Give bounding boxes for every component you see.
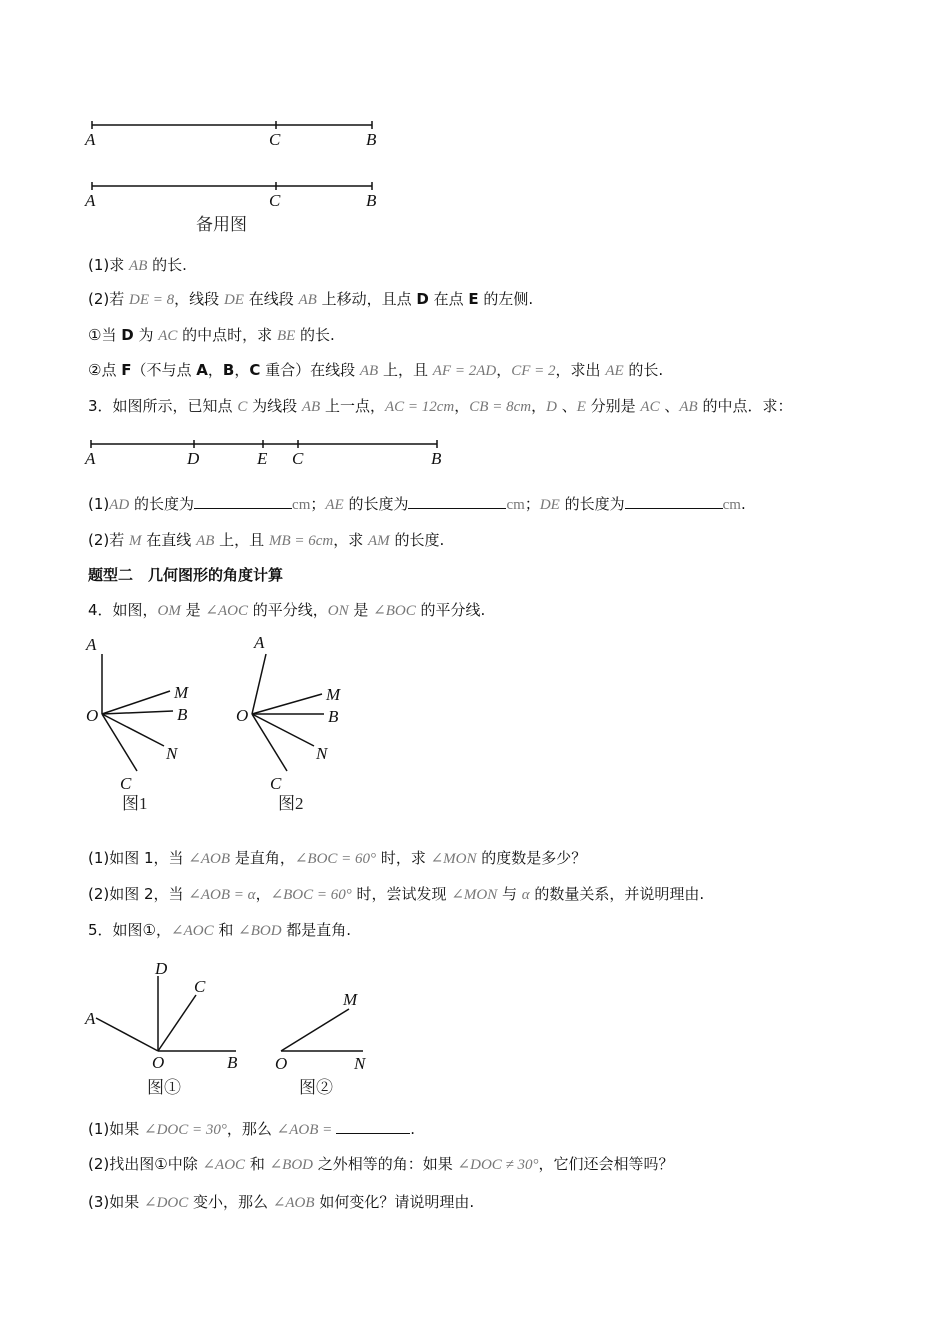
- q3-part2: (2)若 M 在直线 AB 上，且 MB = 6cm，求 AM 的长度.: [88, 531, 445, 549]
- point-label-o: O: [86, 706, 99, 725]
- point-label-b: B: [328, 707, 339, 726]
- point-label-c: C: [270, 774, 282, 793]
- point-label-a: A: [86, 635, 97, 654]
- point-label-d: D: [187, 449, 200, 468]
- point-label-a: A: [85, 191, 96, 210]
- answer-blank-aob[interactable]: [336, 1119, 410, 1134]
- point-label-o: O: [236, 706, 249, 725]
- q2-part2-sub2: ②点 F（不与点 A，B，C 重合）在线段 AB 上，且 AF = 2AD，CF = 2，求出 AE 的长.: [88, 361, 664, 379]
- q2-part2-sub1: ①当 D 为 AC 的中点时，求 BE 的长.: [88, 326, 335, 344]
- point-label-a: A: [254, 633, 265, 652]
- point-label-d: D: [155, 959, 168, 978]
- point-label-o: O: [275, 1054, 288, 1073]
- point-label-a: A: [85, 449, 96, 468]
- point-label-m: M: [326, 685, 341, 704]
- point-label-n: N: [166, 744, 178, 763]
- segment-figure-main: [80, 115, 390, 155]
- figure-caption-1: 图1: [122, 794, 148, 813]
- answer-blank-ad[interactable]: [194, 494, 292, 509]
- point-label-m: M: [343, 990, 358, 1009]
- point-label-c: C: [269, 191, 281, 210]
- point-label-c: C: [269, 130, 281, 149]
- q4-part1: (1)如图 1，当 ∠AOB 是直角，∠BOC = 60° 时，求 ∠MON 的度数是多少？: [88, 849, 587, 867]
- answer-blank-de[interactable]: [625, 494, 723, 509]
- point-label-b: B: [431, 449, 442, 468]
- point-label-o: O: [152, 1053, 165, 1072]
- point-label-a: A: [85, 130, 96, 149]
- point-label-m: M: [174, 683, 189, 702]
- q4-figure-2: [230, 628, 380, 818]
- q5-part2: (2)找出图①中除 ∠AOC 和 ∠BOD 之外相等的角：如果 ∠DOC ≠ 30°，它们还会相等吗？: [88, 1155, 674, 1173]
- point-label-b: B: [227, 1053, 238, 1072]
- q4-part2: (2)如图 2，当 ∠AOB = α，∠BOC = 60° 时，尝试发现 ∠MON 与 α 的数量关系，并说明理由.: [88, 885, 705, 903]
- point-label-c: C: [120, 774, 132, 793]
- point-label-e: E: [257, 449, 268, 468]
- q3-stem: 3．如图所示，已知点 C 为线段 AB 上一点，AC = 12cm，CB = 8cm，D 、E 分别是 AC 、AB 的中点．求：: [88, 397, 793, 415]
- figure-caption-2: 图2: [278, 794, 304, 813]
- point-label-a: A: [85, 1009, 96, 1028]
- backup-figure-caption: 备用图: [196, 215, 247, 234]
- q3-segment-figure: [80, 432, 450, 472]
- q4-stem: 4．如图，OM 是 ∠AOC 的平分线，ON 是 ∠BOC 的平分线.: [88, 601, 486, 619]
- answer-blank-ae[interactable]: [408, 494, 506, 509]
- q3-part1: (1)AD 的长度为 cm；AE 的长度为 cm；DE 的长度为 cm.: [88, 495, 746, 513]
- q5-figure-1: [80, 958, 260, 1108]
- q5-stem: 5．如图①，∠AOC 和 ∠BOD 都是直角.: [88, 921, 352, 939]
- point-label-b: B: [366, 191, 377, 210]
- q2-part2: (2)若 DE = 8，线段 DE 在线段 AB 上移动，且点 D 在点 E 的左侧.: [88, 290, 534, 308]
- segment-figure-backup: [80, 176, 390, 238]
- point-label-n: N: [354, 1054, 366, 1073]
- point-label-b: B: [177, 705, 188, 724]
- figure-caption-circle-1: 图①: [147, 1078, 181, 1097]
- figure-caption-circle-2: 图②: [299, 1078, 333, 1097]
- q5-figure-2: [265, 985, 385, 1108]
- q2-part1: (1)求 AB 的长.: [88, 256, 187, 274]
- point-label-b: B: [366, 130, 377, 149]
- q5-part1: (1)如果 ∠DOC = 30°，那么 ∠AOB = .: [88, 1120, 416, 1138]
- point-label-c: C: [194, 977, 206, 996]
- q4-figure-1: [80, 628, 230, 818]
- point-label-c: C: [292, 449, 304, 468]
- q5-part3: (3)如果 ∠DOC 变小，那么 ∠AOB 如何变化？请说明理由.: [88, 1193, 475, 1211]
- point-label-n: N: [316, 744, 328, 763]
- section-title: 题型二 几何图形的角度计算: [88, 566, 284, 584]
